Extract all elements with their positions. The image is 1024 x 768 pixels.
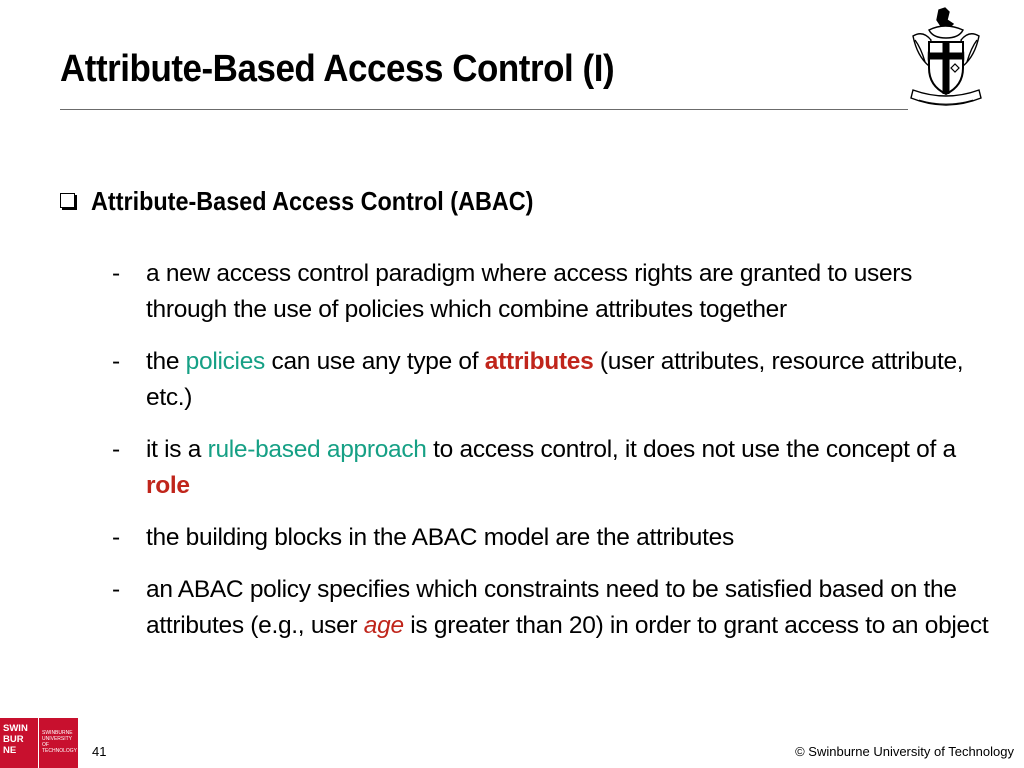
bullet-text-run: role: [146, 472, 190, 499]
bullet-text-run: to access control, it does not use the concept of a: [426, 436, 956, 463]
logo-text-line: TECHNOLOGY: [42, 748, 78, 754]
bullet-item-1: [112, 256, 992, 328]
bullet-text-run: (user attributes, resource attribute, etc.): [146, 348, 964, 411]
bullet-text-run: is greater than 20) in order to grant access to an object: [403, 612, 989, 639]
university-crest-icon: [905, 6, 987, 112]
bullet-item-3: [112, 432, 992, 504]
title-underline: [60, 109, 908, 110]
swinburne-logo: [0, 718, 78, 768]
copyright-notice: © Swinburne University of Technology: [795, 744, 1014, 759]
logo-mark-line: SWIN: [3, 723, 28, 734]
square-bullet-icon: [60, 193, 75, 208]
bullet-item-2: [112, 344, 992, 416]
bullet-item-4: [112, 520, 992, 556]
section-heading: [60, 186, 583, 217]
bullet-text-run: the: [146, 348, 186, 375]
bullet-text-run: a new access control paradigm where access rights are granted to users through the use of policies which combine attributes together: [146, 260, 913, 323]
bullet-text-run: policies: [185, 348, 265, 375]
logo-mark-line: BUR: [3, 734, 24, 745]
bullet-text-run: rule-based approach: [207, 436, 427, 463]
slide-title: Attribute-Based Access Control (I): [60, 48, 615, 90]
bullet-dash: -: [112, 576, 120, 603]
logo-mark: [0, 718, 38, 768]
bullet-dash: -: [112, 436, 120, 463]
bullet-dash: -: [112, 524, 120, 551]
heading-text: Attribute-Based Access Control (ABAC): [91, 186, 534, 216]
logo-mark-line: NE: [3, 745, 17, 756]
bullet-list: [112, 256, 992, 660]
logo-text-line: SWINBURNE: [42, 730, 73, 736]
bullet-dash: -: [112, 260, 120, 287]
logo-text: [38, 718, 78, 768]
bullet-text-run: can use any type of: [264, 348, 485, 375]
bullet-text-run: it is a: [146, 436, 208, 463]
bullet-text-run: an ABAC policy specifies which constraints need to be satisfied based on the attributes (e.g., user: [146, 576, 957, 639]
bullet-text-run: attributes: [484, 348, 594, 375]
bullet-text-run: age: [363, 612, 404, 639]
logo-text-line: UNIVERSITY OF: [42, 736, 72, 748]
bullet-dash: -: [112, 348, 120, 375]
bullet-text-run: the building blocks in the ABAC model are the attributes: [146, 524, 734, 551]
page-number: 41: [92, 744, 107, 759]
bullet-item-5: [112, 572, 992, 644]
